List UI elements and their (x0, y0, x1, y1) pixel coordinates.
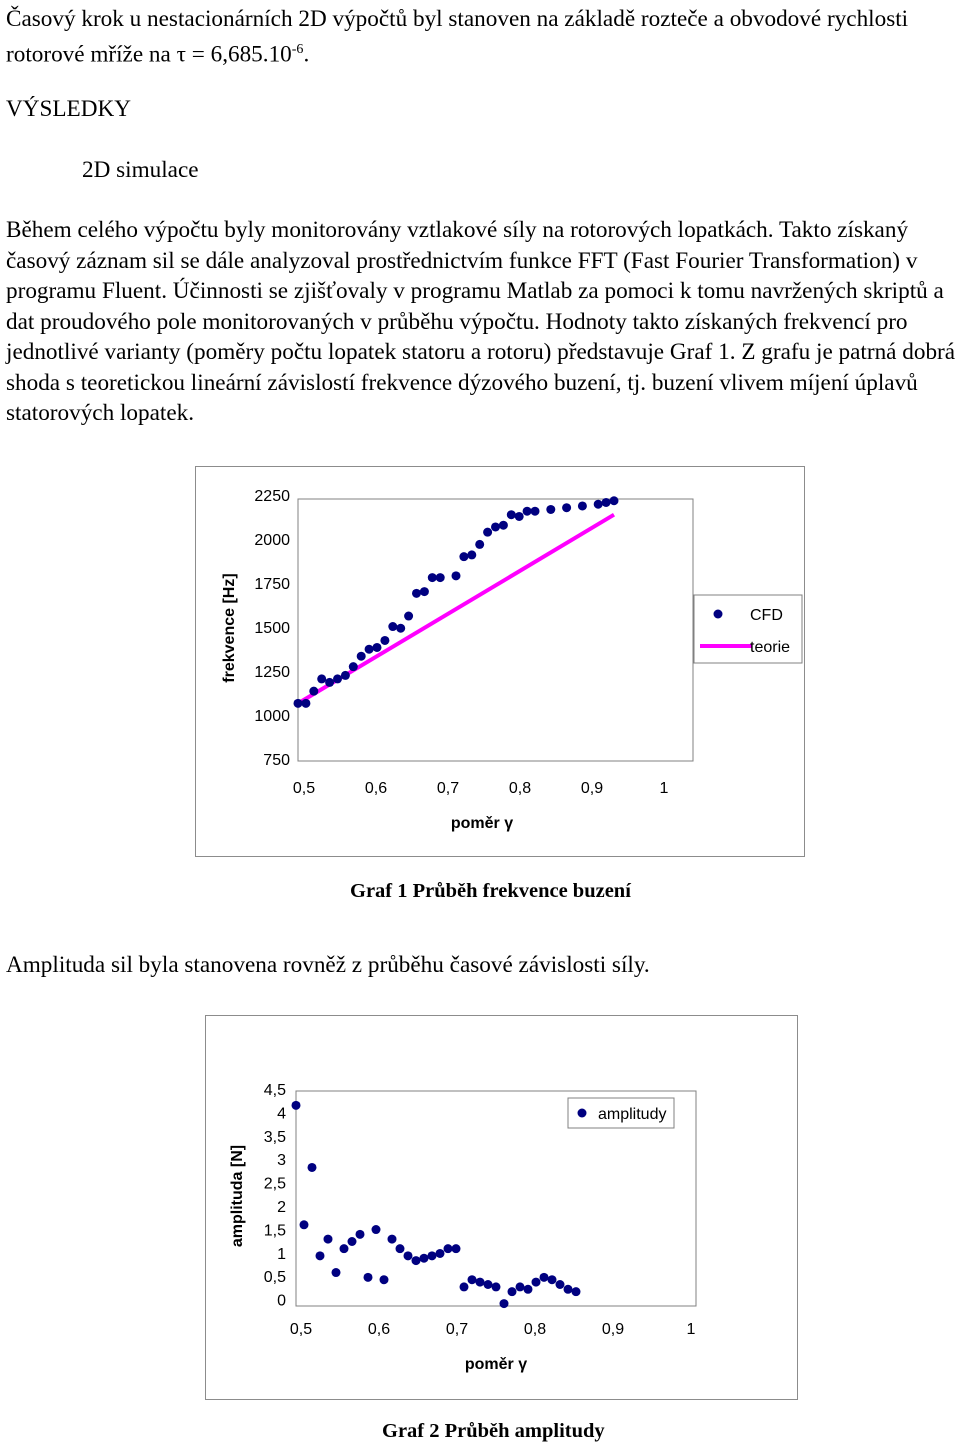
data-point-amplitudy (316, 1251, 325, 1260)
data-point-amplitudy (364, 1273, 373, 1282)
y-tick-label: 2250 (254, 488, 290, 505)
data-point-amplitudy (444, 1244, 453, 1253)
data-point-CFD (594, 500, 603, 509)
caption-graf-2: Graf 2 Průběh amplitudy (382, 1420, 605, 1442)
y-tick-label: 0,5 (263, 1269, 286, 1287)
paragraph-timestep-end: . (303, 41, 310, 68)
data-point-CFD (404, 612, 413, 621)
y-tick-label: 1250 (254, 664, 290, 681)
x-tick-label: 0,7 (436, 780, 460, 797)
paragraph-timestep-text: Časový krok u nestacionárních 2D výpočtů byl stanoven na základě rozteče a obvodové rychlosti rotorové mříže na τ = 6,685.10 (6, 6, 909, 68)
data-point-amplitudy (396, 1244, 405, 1253)
data-point-amplitudy (564, 1285, 573, 1294)
data-point-CFD (602, 498, 611, 507)
x-tick-label: 0,5 (289, 1321, 313, 1338)
x-tick-label: 0,7 (445, 1321, 469, 1338)
data-point-amplitudy (556, 1280, 565, 1289)
data-point-CFD (294, 699, 303, 708)
data-point-amplitudy (356, 1230, 365, 1239)
data-point-CFD (380, 636, 389, 645)
data-point-amplitudy (292, 1101, 301, 1110)
data-point-amplitudy (436, 1249, 445, 1258)
y-tick-label: 1750 (254, 576, 290, 593)
data-point-amplitudy (508, 1287, 517, 1296)
data-point-CFD (428, 573, 437, 582)
data-point-CFD (459, 552, 468, 561)
data-point-amplitudy (428, 1251, 437, 1260)
data-point-CFD (523, 507, 532, 516)
data-point-CFD (475, 540, 484, 549)
data-point-CFD (491, 522, 500, 531)
data-point-amplitudy (540, 1273, 549, 1282)
data-point-amplitudy (460, 1282, 469, 1291)
y-tick-label: 1000 (254, 708, 290, 725)
paragraph-results: Během celého výpočtu byly monitorovány vztlakové síly na rotorových lopatkách. Takto získaný časový záznam sil se dále analyzoval prostřednictvím funkce FFT (Fast Fourier Transformation) v programu Fluent. Účinnosti se zjišťovaly v programu Matlab za pomoci k tomu navržených skriptů a dat proudového pole monitorovaných v průběhu výpočtu. Hodnoty takto získaných frekvencí pro jednotlivé varianty (poměry počtu lopatek statoru a rotoru) představuje Graf 1. Z grafu je patrná dobrá shoda s teoretickou lineární závislostí frekvence dýzového buzení, tj. buzení vlivem míjení úplavů statorových lopatek. (6, 217, 956, 426)
x-tick-label: 1 (659, 780, 669, 797)
data-point-CFD (388, 622, 397, 631)
data-point-CFD (531, 507, 540, 516)
data-point-CFD (301, 699, 310, 708)
data-point-CFD (562, 503, 571, 512)
x-tick-label: 0,8 (523, 1321, 547, 1338)
data-point-CFD (333, 674, 342, 683)
data-point-amplitudy (484, 1280, 493, 1289)
y-tick-label: 2000 (254, 532, 290, 549)
paragraph-amplitude: Amplituda sil byla stanovena rovněž z průběhu časové závislosti síly. (6, 952, 650, 978)
data-point-CFD (452, 571, 461, 580)
legend-label: teorie (750, 639, 791, 656)
y-axis-label: amplituda [N] (229, 1144, 246, 1248)
legend (568, 1098, 674, 1128)
data-point-amplitudy (404, 1251, 413, 1260)
x-tick-label: 0,9 (580, 780, 604, 797)
data-point-amplitudy (524, 1285, 533, 1294)
y-tick-label: 750 (263, 752, 290, 769)
data-point-CFD (373, 643, 382, 652)
data-point-CFD (515, 512, 524, 521)
x-tick-label: 0,5 (292, 780, 316, 797)
data-point-amplitudy (324, 1235, 333, 1244)
caption-graf-1: Graf 1 Průběh frekvence buzení (350, 880, 631, 902)
data-point-amplitudy (516, 1282, 525, 1291)
paragraph-timestep (6, 4, 956, 70)
data-point-CFD (357, 652, 366, 661)
y-tick-label: 2 (277, 1199, 286, 1216)
data-point-CFD (610, 496, 619, 505)
data-point-amplitudy (452, 1244, 461, 1253)
data-point-CFD (309, 687, 318, 696)
y-tick-label: 3 (277, 1152, 286, 1170)
data-point-CFD (317, 674, 326, 683)
data-point-amplitudy (300, 1220, 309, 1229)
data-point-CFD (325, 678, 334, 687)
x-axis-label: poměr γ (450, 815, 514, 832)
data-point-CFD (546, 505, 555, 514)
data-point-amplitudy (468, 1275, 477, 1284)
data-point-amplitudy (340, 1244, 349, 1253)
timestep-exponent: -6 (291, 41, 304, 57)
y-tick-label: 1,5 (263, 1222, 286, 1240)
data-point-amplitudy (548, 1275, 557, 1284)
heading-results: VÝSLEDKY (6, 96, 131, 122)
data-point-amplitudy (348, 1237, 357, 1246)
legend-label: CFD (750, 607, 783, 624)
chart-frequency-frame (195, 466, 805, 857)
chart-amplitude (206, 1016, 797, 1399)
data-point-amplitudy (476, 1278, 485, 1287)
data-point-CFD (396, 624, 405, 633)
y-axis-label: frekvence [Hz] (221, 573, 238, 683)
data-point-CFD (499, 521, 508, 530)
y-tick-label: 4 (277, 1105, 286, 1123)
y-tick-label: 0 (277, 1292, 286, 1310)
data-point-amplitudy (532, 1278, 541, 1287)
x-tick-label: 0,6 (367, 1321, 391, 1338)
legend-marker (578, 1109, 587, 1118)
data-point-CFD (341, 671, 350, 680)
chart-amplitude-frame (205, 1015, 798, 1400)
data-point-amplitudy (412, 1256, 421, 1265)
data-point-CFD (349, 662, 358, 671)
x-axis-label: poměr γ (464, 1356, 528, 1373)
data-point-CFD (412, 589, 421, 598)
data-point-amplitudy (572, 1287, 581, 1296)
chart-frequency (196, 467, 804, 856)
y-tick-label: 2,5 (263, 1175, 286, 1193)
y-tick-label: 1500 (254, 620, 290, 637)
data-point-amplitudy (388, 1235, 397, 1244)
legend (694, 595, 802, 663)
legend-marker (714, 610, 723, 619)
data-point-CFD (483, 528, 492, 537)
subheading-2d-simulation: 2D simulace (82, 157, 199, 183)
legend-label: amplitudy (598, 1106, 667, 1123)
x-tick-label: 1 (686, 1321, 696, 1338)
data-point-CFD (578, 501, 587, 510)
x-tick-label: 0,8 (508, 780, 532, 797)
data-point-amplitudy (332, 1268, 341, 1277)
data-point-CFD (420, 587, 429, 596)
data-point-amplitudy (420, 1254, 429, 1263)
data-point-CFD (436, 573, 445, 582)
data-point-CFD (467, 550, 476, 559)
data-point-amplitudy (372, 1225, 381, 1234)
data-point-amplitudy (500, 1299, 509, 1308)
x-tick-label: 0,9 (601, 1321, 625, 1338)
y-tick-label: 3,5 (263, 1128, 286, 1146)
data-point-amplitudy (492, 1282, 501, 1291)
plot-area (298, 499, 693, 761)
data-point-CFD (365, 645, 374, 654)
x-tick-label: 0,6 (364, 780, 388, 797)
data-point-amplitudy (380, 1275, 389, 1284)
data-point-amplitudy (308, 1163, 317, 1172)
y-tick-label: 4,5 (263, 1082, 286, 1099)
y-tick-label: 1 (277, 1245, 286, 1263)
data-point-CFD (507, 510, 516, 519)
